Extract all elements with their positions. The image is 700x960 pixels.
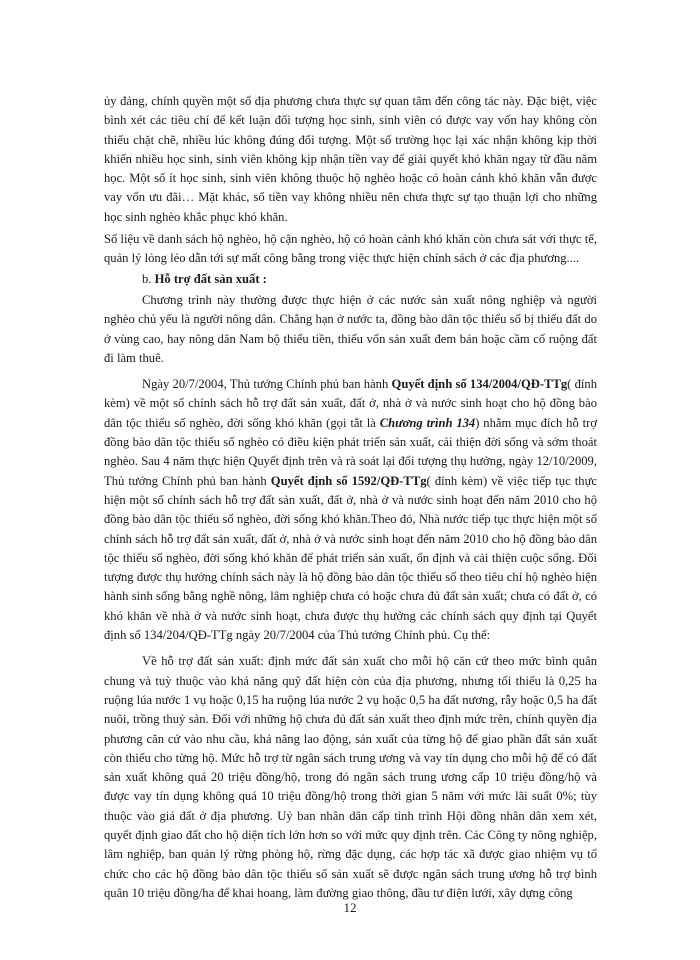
paragraph-5: Về hỗ trợ đất sản xuất: định mức đất sản xuất cho mỗi hộ căn cứ theo mức bình quân chung và tuỳ thuộc vào khả năng quỹ đất hiện còn của địa phương, nhưng tối thiểu là 0,25 ha ruộng lúa nước 1 vụ hoặc 0,15 ha ruộng lúa nước 2 vụ hoặc 0,5 ha đất nương, rẫy hoặc 0,5 ha đất nuôi, trồng thuỷ sản. Đối với những hộ chưa đủ đất sản xuất theo định mức trên, chính quyền địa phương căn cứ vào nhu cầu, khả năng lao động, sản xuất của từng hộ để giao phần đất sản xuất còn thiếu cho từng hộ. Mức hỗ trợ từ ngân sách trung ương và vay tín dụng cho mỗi hộ để có đất sản xuất không quá 20 triệu đồng/hộ, trong đó ngân sách trung ương cấp 10 triệu đồng/hộ và được vay tín dụng không quá 10 triệu đồng/hộ trong thời gian 5 năm với mức lãi suất 0%; tùy thuộc vào giá đất ở địa phương. Uỷ ban nhân dân cấp tỉnh trình Hội đồng nhân dân xem xét, quyết định giao đất cho hộ diện tích lớn hơn so với mức quy định trên. Các Công ty nông nghiệp, lâm nghiệp, ban quản lý rừng phòng hộ, rừng đặc dụng, các hợp tác xã được giao nhiệm vụ tổ chức cho các hộ đồng bào dân tộc thiểu số sản xuất sẽ được ngân sách trung ương hỗ trợ bình quân 10 triệu đồng/ha để khai hoang, làm đường giao thông, đầu tư điện lưới, xây dựng công: [104, 654, 597, 900]
p4-text-2: ( đính kèm) về một số chính sách hỗ trợ đất sản xuất, đất ở, nhà ở và nước sinh hoạt cho hộ đồng bào dân tộc thiểu số nghèo, đời sống khó khăn (gọi tắt là: [104, 377, 598, 430]
paragraph-1: ủy đảng, chính quyền một số địa phương chưa thực sự quan tâm đến công tác này. Đặc biệt, việc bình xét các tiêu chí để kết luận đối tượng học sinh, sinh viên có được vay vốn hay không còn thiếu chặt chẽ, nhiều lúc không đúng đối tượng. Một số trường học lại xác nhận không kịp thời khiến nhiều học sinh, sinh viên không kịp nhận tiền vay để giải quyết khó khăn ngay từ đầu năm học. Một số ít học sinh, sinh viên không thuộc hộ nghèo hoặc có hoàn cảnh khó khăn vẫn được vay vốn ưu đãi… Mặt khác, số tiền vay không nhiều nên chưa thực sự tạo thuận lợi cho những học sinh nghèo khắc phục khó khăn.: [104, 94, 597, 224]
paragraph-2: Số liệu về danh sách hộ nghèo, hộ cận nghèo, hộ có hoàn cảnh khó khăn còn chưa sát với thực tế, quản lý lỏng lẻo dẫn tới sự mất công bằng trong việc thực hiện chính sách ở các địa phương....: [104, 232, 597, 266]
heading-title: Hỗ trợ đất sản xuất :: [154, 271, 267, 286]
p4-text-1: Ngày 20/7/2004, Thủ tướng Chính phủ ban hành: [142, 377, 392, 392]
paragraph-3: Chương trình này thường được thực hiện ở các nước sản xuất nông nghiệp và người nghèo chủ yếu là người nông dân. Chẳng hạn ở nước ta, đồng bào dân tộc thiểu số bị thiếu đất do ở vùng cao, hay nông dân Nam bộ thiếu tiền, thiếu vốn sản xuất đem bán hoặc cầm cố ruộng đất đi làm thuê.: [104, 292, 597, 365]
heading-marker: b.: [142, 271, 155, 286]
page-number: 12: [343, 900, 357, 915]
p4-text-4: ( đính kèm) về việc tiếp tục thực hiện một số chính sách hỗ trợ đất sản xuất, đất ở, nhà ở và nước sinh hoạt đến năm 2010 cho hộ đồng bào dân tộc thiểu số nghèo, đời sống khó khăn.Theo đó, Nhà nước tiếp tục thực hiện một số chính sách hỗ trợ đất sản xuất, đất ở, nhà ở và nước sinh hoạt đến năm 2010 cho hộ đồng bào dân tộc thiểu số nghèo, đời sống khó khăn để phát triển sản xuất, ổn định và cải thiện cuộc sống. Đối tượng được thụ hưởng chính sách này là hộ đồng bào dân tộc thiểu số theo tiêu chí hộ nghèo hiện hành sinh sống bằng nghề nông, lâm nghiệp chưa có hoặc chưa đủ đất sản xuất; chưa có đất ở, có khó khăn về nhà ở và nước sinh hoạt, chưa được thụ hưởng các chính sách quy định tại Quyết định số 134/204/QĐ-TTg ngày 20/7/2004 của Thủ tướng Chính phủ. Cụ thể:: [104, 473, 597, 643]
section-heading-b: [104, 270, 597, 289]
paragraph-4: [104, 375, 597, 645]
decision-134-ref: Quyết định số 134/2004/QĐ-TTg: [391, 377, 568, 392]
p4-text-3: ) nhằm mục đích hỗ trợ đồng bào dân tộc thiểu số nghèo có điều kiện phát triển sản xuất, cải thiện đời sống và sớm thoát nghèo. Sau 4 năm thực hiện Quyết định trên và rà soát lại đối tượng thụ hưởng, ngày 12/10/2009, Thủ tướng Chính phủ ban hành: [104, 415, 597, 488]
program-134-ref: Chương trình 134: [379, 415, 476, 430]
decision-1592-ref: Quyết định số 1592/QĐ-TTg: [270, 473, 427, 488]
